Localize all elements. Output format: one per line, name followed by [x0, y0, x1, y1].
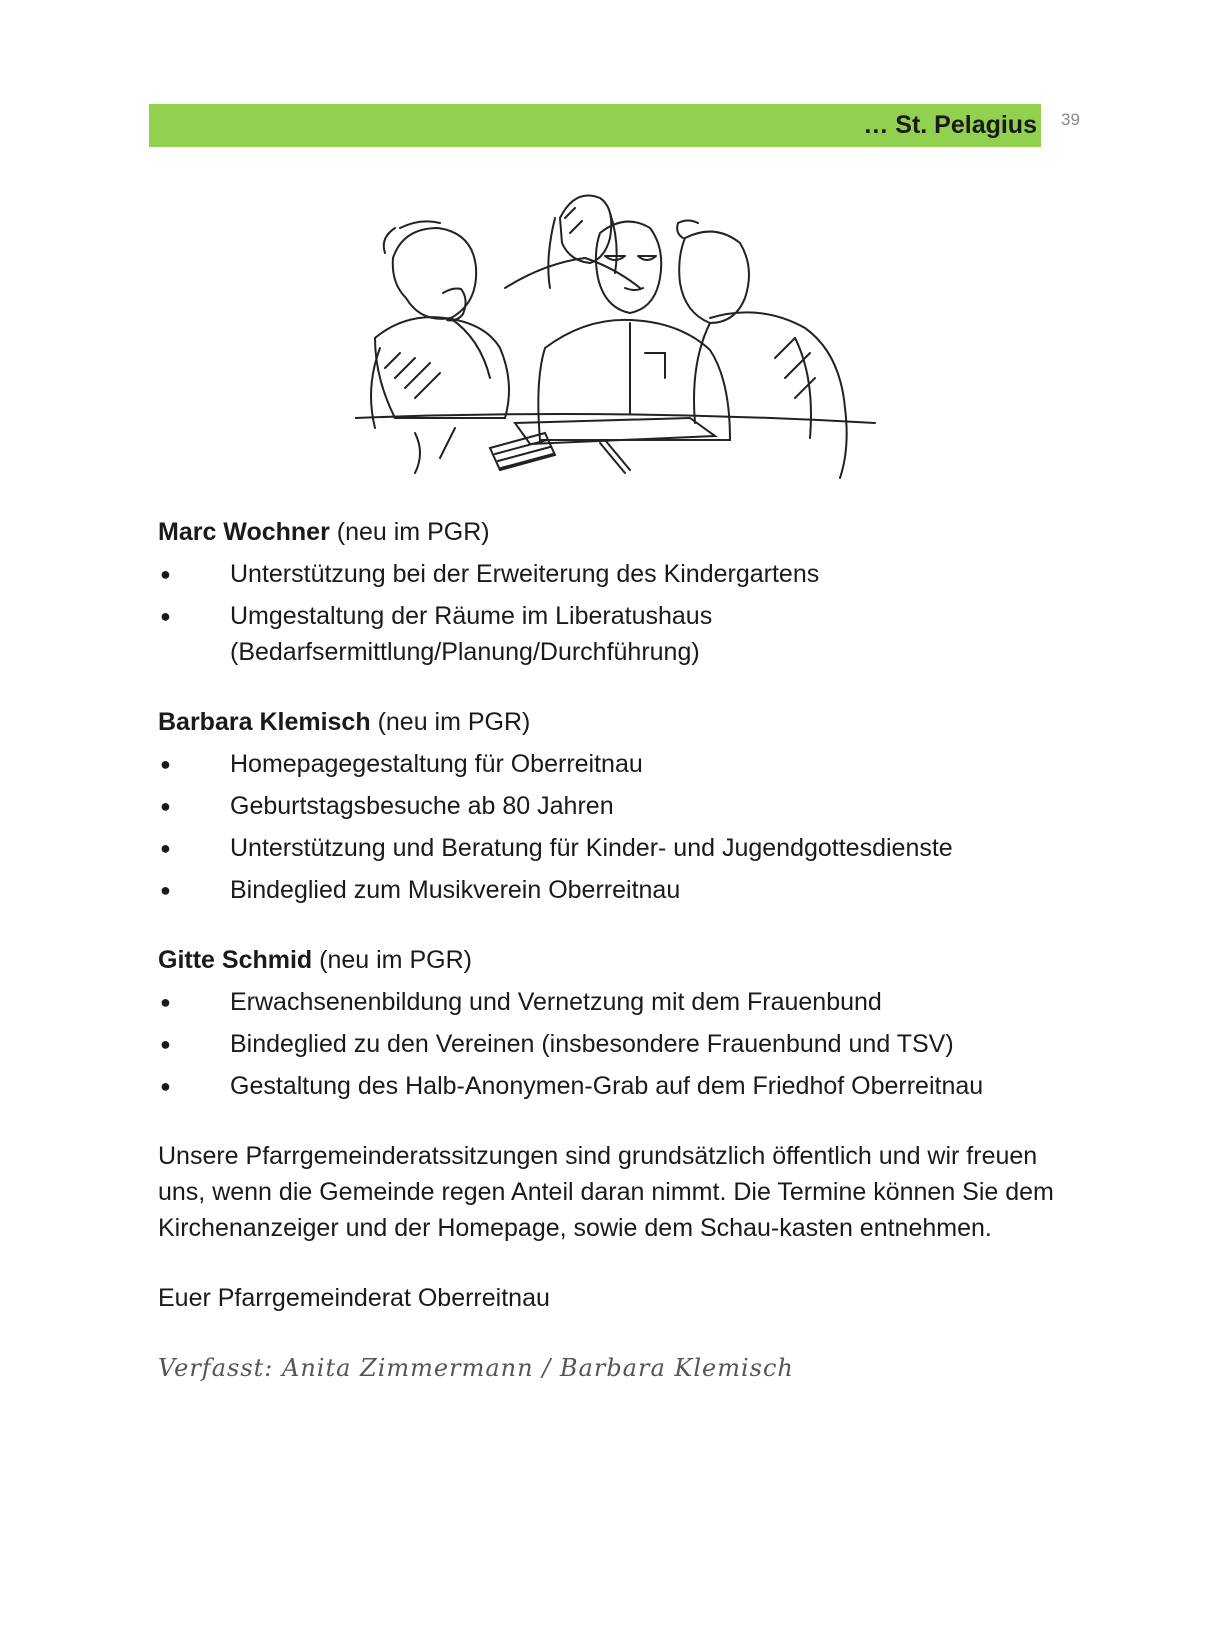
member-section — [158, 942, 1058, 1104]
member-note: (neu im PGR) — [336, 518, 490, 546]
task-list — [158, 746, 1058, 908]
info-paragraph: Unsere Pfarrgemeinderatssitzungen sind grundsätzlich öffentlich und wir freuen uns, wenn die Gemeinde regen Anteil daran nimmt. Die Termine können Sie dem Kirchenanzeiger und der Homepage, sowie dem Schau-kasten entnehmen. — [158, 1142, 1054, 1242]
bullet-icon: ● — [160, 1034, 171, 1054]
list-item: ● Geburtstagsbesuche ab 80 Jahren — [158, 788, 1058, 824]
list-item: ● Unterstützung und Beratung für Kinder- und Jugendgottesdienste — [158, 830, 1058, 866]
member-name: Marc Wochner — [158, 518, 330, 546]
bullet-icon: ● — [160, 992, 171, 1012]
list-item: ● Bindeglied zu den Vereinen (insbesondere Frauenbund und TSV) — [158, 1026, 1058, 1062]
bullet-icon: ● — [160, 796, 171, 816]
task-list — [158, 556, 1058, 670]
bullet-icon: ● — [160, 1076, 171, 1096]
bullet-icon: ● — [160, 754, 171, 774]
member-section — [158, 704, 1058, 908]
member-heading — [158, 704, 1058, 740]
member-note: (neu im PGR) — [319, 946, 472, 974]
member-note: (neu im PGR) — [377, 708, 531, 736]
member-section — [158, 514, 1058, 670]
bullet-icon: ● — [160, 838, 171, 858]
author-credit: Verfasst: Anita Zimmermann / Barbara Klemisch — [158, 1354, 794, 1382]
member-heading — [158, 514, 1058, 550]
list-item: ● Bindeglied zum Musikverein Oberreitnau — [158, 872, 1058, 908]
bullet-icon: ● — [160, 606, 171, 626]
member-name: Barbara Klemisch — [158, 708, 371, 736]
list-item: ● Erwachsenenbildung und Vernetzung mit dem Frauenbund — [158, 984, 1058, 1020]
section-title: … St. Pelagius — [863, 111, 1037, 139]
signoff: Euer Pfarrgemeinderat Oberreitnau — [158, 1284, 550, 1312]
member-name: Gitte Schmid — [158, 946, 313, 974]
bullet-icon: ● — [160, 564, 171, 584]
list-item: ● Gestaltung des Halb-Anonymen-Grab auf dem Friedhof Oberreitnau — [158, 1068, 1058, 1104]
list-item: ● Homepagegestaltung für Oberreitnau — [158, 746, 1058, 782]
task-list — [158, 984, 1058, 1104]
page-number: 39 — [1061, 110, 1080, 129]
list-item: ● Umgestaltung der Räume im Liberatushaus (Bedarfsermittlung/Planung/Durchführung) — [158, 598, 1058, 670]
section-header-bar — [149, 104, 1041, 147]
list-item: ● Unterstützung bei der Erweiterung des Kindergartens — [158, 556, 1058, 592]
bullet-icon: ● — [160, 880, 171, 900]
main-content — [158, 514, 1058, 1410]
group-meeting-sketch-icon — [355, 178, 885, 503]
member-heading — [158, 942, 1058, 978]
